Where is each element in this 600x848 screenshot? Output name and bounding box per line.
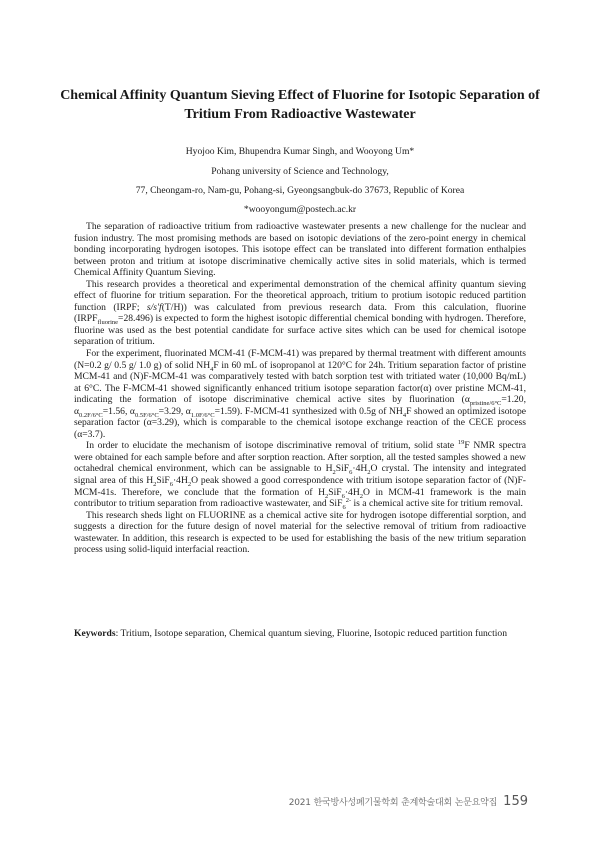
email: *wooyongum@postech.ac.kr xyxy=(243,204,357,215)
abstract xyxy=(74,221,526,556)
paper-title xyxy=(60,86,540,124)
affiliation: Pohang university of Science and Technology, xyxy=(211,166,389,177)
footer-text: 2021 한국방사성폐기물학회 춘계학술대회 논문요약집 xyxy=(288,798,498,808)
keywords-text: : Tritium, Isotope separation, Chemical quantum sieving, Fluorine, Isotopic reduced partition function xyxy=(115,628,507,639)
keywords xyxy=(74,628,526,640)
abstract-paragraph-5: This research sheds light on FLUORINE as a chemical active site for hydrogen isotope differential sorption, and suggests a direction for the future design of novel material for the selective removal of tritium from radioactive wastewater. In addition, this research is expected to be used for establishing the basis of the new tritium separation process using solid-liquid interfacial reaction. xyxy=(74,509,526,556)
page-number: 159 xyxy=(503,794,528,809)
address: 77, Cheongam-ro, Nam-gu, Pohang-si, Gyeongsangbuk-do 37673, Republic of Korea xyxy=(135,185,465,196)
authors: Hyojoo Kim, Bhupendra Kumar Singh, and Wooyong Um* xyxy=(185,146,415,157)
abstract-paragraph-3: For the experiment, fluorinated MCM-41 (F-MCM-41) was prepared by thermal treatment with different amounts (N=0.2 g/ 0.5 g/ 1.0 g) of solid $NH_4F$ in 60 mL of isopropanol at 120°C for 24h. Tritium separation factor of pristine MCM-41 and (N)F-MCM-41 was comparatively tested with batch sorption test with tritiated water (10,000 Bq/mL) at 6°C. The F-MCM-41 showed significantly enhanced tritium isotope separation factor(α) over pristine MCM-41, indicating the formation of isotope discriminative chemical active sites by fluorination ($\alpha_{pristine/6^\circ C}=1.20$, $\alpha_{0.2F/6^\circ C}=1.56$, $\alpha_{0.5F/6^\circ C}=3.29$, $\alpha_{1.0F/6^\circ C}=1.59$). F-MCM-41 synthesized with 0.5g of $NH_4F$ showed an optimized isotope separation factor (α=3.29), which is comparable to the chemical isotope exchange reaction of the CECE process (α=3.7). xyxy=(74,348,527,440)
keywords-label: Keywords xyxy=(74,628,116,639)
abstract-paragraph-4: In order to elucidate the mechanism of isotope discriminative removal of tritium, solid state $^{19}$F NMR spectra were obtained for each sample before and after sorption reaction. After sorption, all the tested samples showed a new octahedral chemical environment, which can be assignable to $H_2SiF_6\cdot 4H_2O$ crystal. The intensity and integrated signal area of this $H_2SiF_6\cdot 4H_2O$ peak showed a good correspondence with tritium isotope separation factor of (N)F-MCM-41s. Therefore, we conclude that the formation of $H_2SiF_6\cdot 4H_2O$ in MCM-41 framework is the main contributor to tritium separation from radioactive wastewater, and SiF$_6^{2-}$ is a chemical active site for tritium removal. xyxy=(74,439,527,512)
title-line-2: Tritium From Radioactive Wastewater xyxy=(184,107,416,122)
abstract-paragraph-2: This research provides a theoretical and experimental demonstration of the chemical affinity quantum sieving effect of fluorine for tritium separation. For the theoretical approach, tritium to protium isotopic reduced partition function (IRPF; s/s'f(T/H)) was calculated from previous research data. From this calculation, fluorine $(IRPF_{fluorine}=28.496)$ is expected to form the highest isotopic differential chemical bonding with hydrogen. Therefore, fluorine was used as the best potential candidate for surface active sites which can be used for chemical isotope separation of tritium. xyxy=(74,278,526,348)
title-line-1: Chemical Affinity Quantum Sieving Effect of Fluorine for Isotopic Separation of xyxy=(60,88,540,103)
page-footer xyxy=(289,790,528,809)
abstract-paragraph-1: The separation of radioactive tritium from radioactive wastewater presents a new challenge for the nuclear and fusion industry. The most promising methods are based on isotopic deviations of the zero-point energy in chemical bonding incorporating hydrogen isotopes. This isotope effect can be translated into different formation enthalpies between proton and tritium at isotope discriminative chemically active sites in solid materials, which is termed Chemical Affinity Quantum Sieving. xyxy=(74,221,526,279)
